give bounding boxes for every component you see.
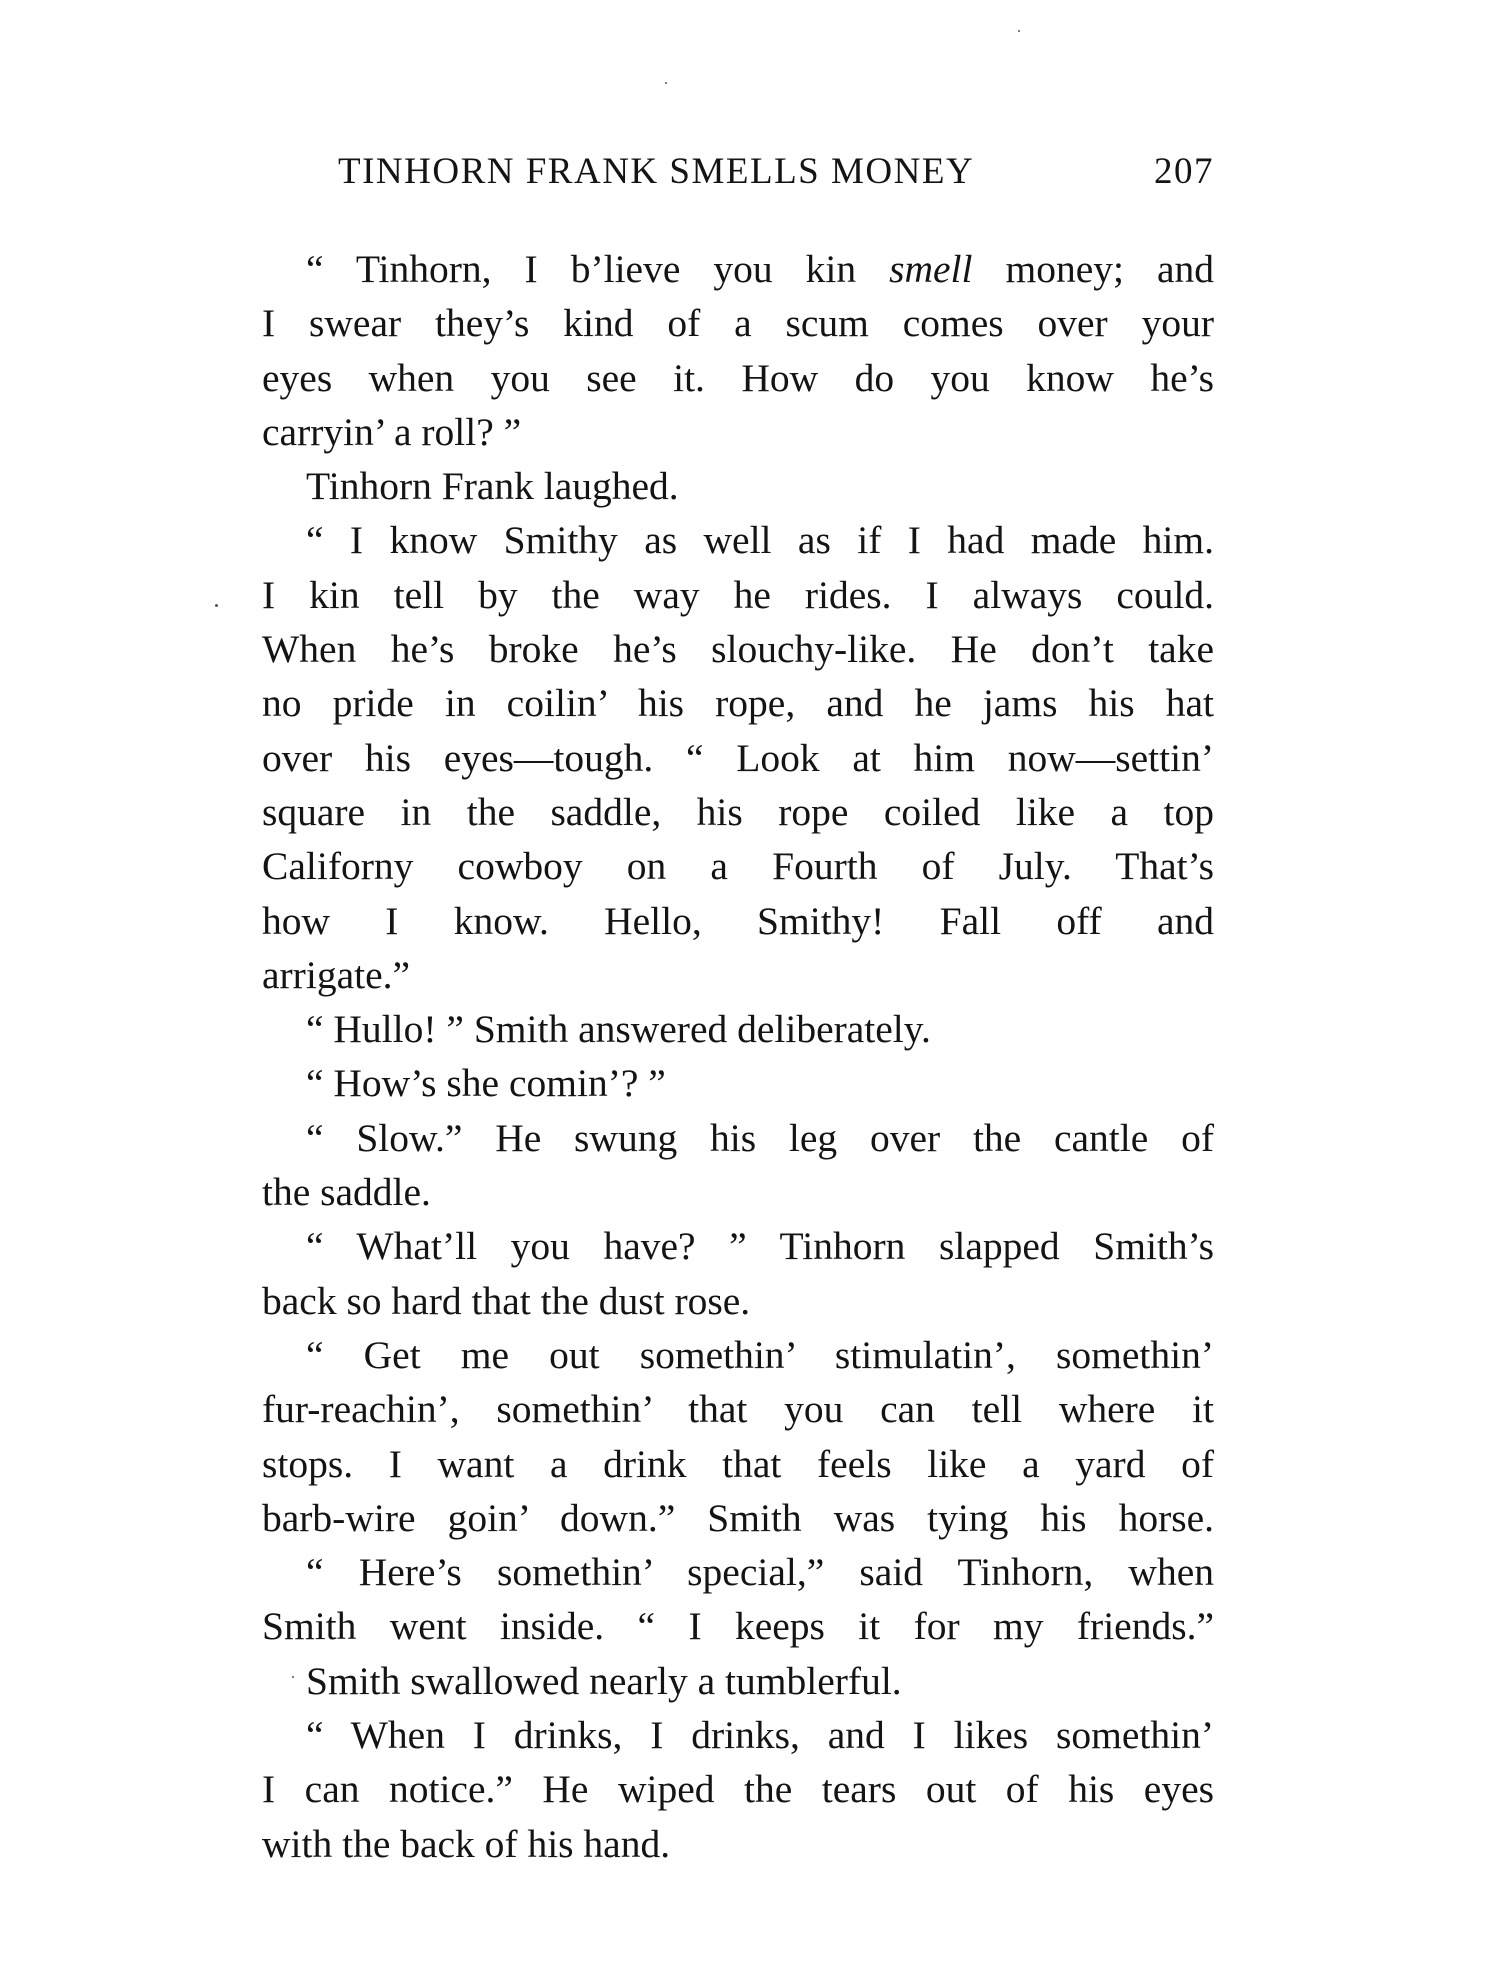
text-line: carryin’ a roll? ” [262, 409, 522, 454]
scan-speck [1018, 30, 1020, 32]
text-line: eyes when you see it. How do you know he’s [262, 355, 1214, 400]
text-line: Smith swallowed nearly a tumblerful. [306, 1658, 902, 1703]
text-line: over his eyes—tough. “ Look at him now—settin’ [262, 735, 1214, 780]
running-header [338, 150, 1214, 193]
text-line: arrigate.” [262, 952, 411, 997]
scan-speck [215, 604, 218, 607]
text-line: I kin tell by the way he rides. I always could. [262, 572, 1214, 617]
text-line: barb-wire goin’ down.” Smith was tying his horse. [262, 1495, 1214, 1540]
body-text [262, 242, 1214, 1871]
text-line: fur-reachin’, somethin’ that you can tell where it [262, 1387, 1214, 1432]
text-line: with the back of his hand. [262, 1821, 671, 1866]
text-line: “ How’s she comin’? ” [306, 1061, 666, 1106]
text-line: the saddle. [262, 1170, 431, 1215]
text-line: “ Tinhorn, I b’lieve you kin smell money; and [306, 247, 1215, 291]
text-line: When he’s broke he’s slouchy-like. He don’t take [262, 627, 1214, 672]
text-line: Smith went inside. “ I keeps it for my friends.” [262, 1604, 1214, 1649]
scan-speck [665, 82, 667, 84]
text-line: back so hard that the dust rose. [262, 1278, 751, 1323]
page-number: 207 [1154, 151, 1214, 192]
chapter-title: TINHORN FRANK SMELLS MONEY [338, 151, 975, 192]
text-line: “ What’ll you have? ” Tinhorn slapped Smith’s [306, 1224, 1214, 1269]
text-line: square in the saddle, his rope coiled like a top [262, 789, 1214, 834]
text-line: how I know. Hello, Smithy! Fall off and [262, 898, 1214, 943]
text-line: “ Get me out somethin’ stimulatin’, somethin’ [306, 1332, 1214, 1377]
emphasized-word: smell [889, 247, 973, 291]
text-line: “ Hullo! ” Smith answered deliberately. [306, 1007, 931, 1052]
text-line: “ I know Smithy as well as if I had made him. [306, 518, 1214, 563]
text-line: “ Slow.” He swung his leg over the cantle of [306, 1115, 1214, 1160]
text-line: no pride in coilin’ his rope, and he jams his hat [262, 681, 1214, 726]
text-line: I can notice.” He wiped the tears out of his eyes [262, 1767, 1214, 1812]
text-line: Tinhorn Frank laughed. [306, 464, 679, 509]
text-line: “ When I drinks, I drinks, and I likes somethin’ [306, 1713, 1214, 1758]
text-line: I swear they’s kind of a scum comes over your [262, 301, 1214, 346]
scan-speck [292, 1676, 294, 1678]
text-line: stops. I want a drink that feels like a yard of [262, 1441, 1214, 1486]
text-line: “ Here’s somethin’ special,” said Tinhorn, when [306, 1550, 1214, 1595]
text-line: Californy cowboy on a Fourth of July. That’s [262, 844, 1214, 889]
